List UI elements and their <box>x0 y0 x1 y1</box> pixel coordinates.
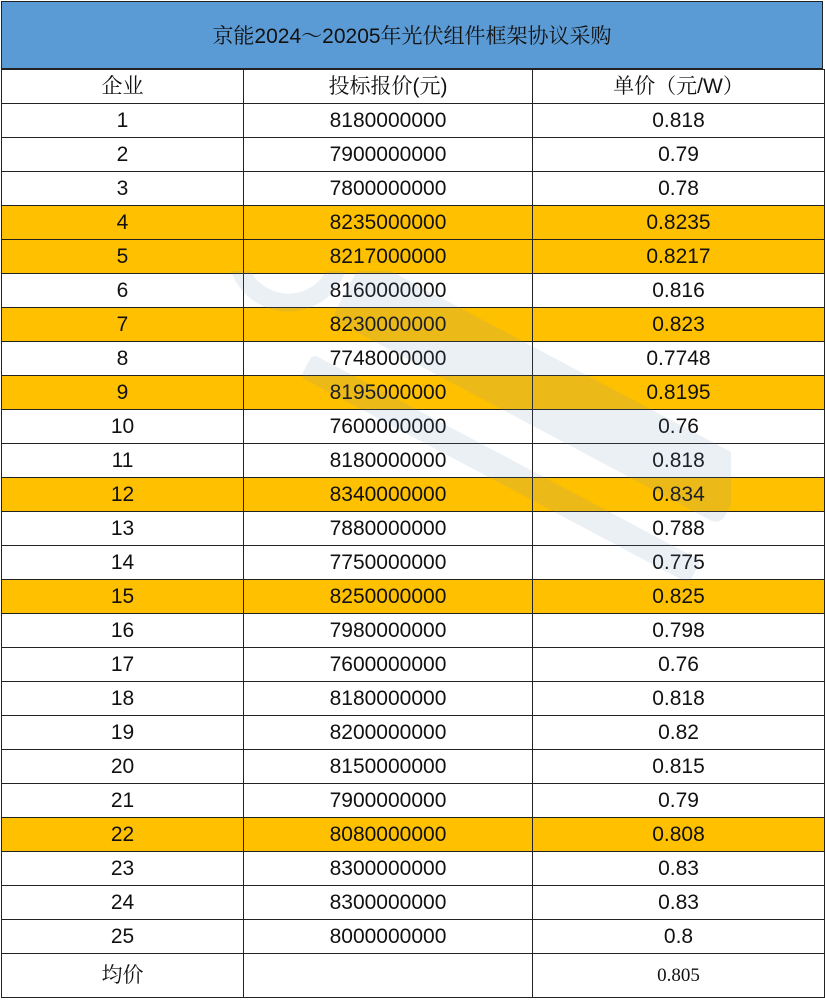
cell-company: 24 <box>2 886 244 920</box>
cell-company: 15 <box>2 580 244 614</box>
cell-unit-price: 0.775 <box>533 546 825 580</box>
table-row <box>2 410 825 444</box>
table-row <box>2 750 825 784</box>
cell-unit-price: 0.7748 <box>533 342 825 376</box>
cell-bid: 7900000000 <box>244 138 533 172</box>
cell-company: 21 <box>2 784 244 818</box>
cell-unit-price: 0.825 <box>533 580 825 614</box>
cell-bid: 8235000000 <box>244 206 533 240</box>
bid-table <box>1 69 825 998</box>
cell-unit-price: 0.8217 <box>533 240 825 274</box>
cell-bid: 7980000000 <box>244 614 533 648</box>
cell-company: 9 <box>2 376 244 410</box>
cell-company: 7 <box>2 308 244 342</box>
cell-unit-price: 0.78 <box>533 172 825 206</box>
cell-unit-price: 0.8235 <box>533 206 825 240</box>
cell-unit-price: 0.82 <box>533 716 825 750</box>
cell-company: 11 <box>2 444 244 478</box>
cell-unit-price: 0.8195 <box>533 376 825 410</box>
cell-unit-price: 0.76 <box>533 410 825 444</box>
table-row <box>2 478 825 512</box>
cell-company: 19 <box>2 716 244 750</box>
cell-company: 25 <box>2 920 244 954</box>
table-row <box>2 648 825 682</box>
table-row <box>2 206 825 240</box>
cell-bid: 7800000000 <box>244 172 533 206</box>
cell-company: 23 <box>2 852 244 886</box>
cell-unit-price: 0.818 <box>533 444 825 478</box>
cell-company: 6 <box>2 274 244 308</box>
cell-company: 12 <box>2 478 244 512</box>
cell-unit-price: 0.79 <box>533 138 825 172</box>
cell-company: 22 <box>2 818 244 852</box>
table-row <box>2 852 825 886</box>
cell-unit-price: 0.76 <box>533 648 825 682</box>
cell-company: 17 <box>2 648 244 682</box>
table-row <box>2 682 825 716</box>
cell-unit-price: 0.798 <box>533 614 825 648</box>
cell-bid: 7750000000 <box>244 546 533 580</box>
cell-unit-price: 0.83 <box>533 886 825 920</box>
cell-bid: 7748000000 <box>244 342 533 376</box>
cell-unit-price: 0.788 <box>533 512 825 546</box>
cell-bid: 8250000000 <box>244 580 533 614</box>
cell-bid: 7900000000 <box>244 784 533 818</box>
cell-bid: 8150000000 <box>244 750 533 784</box>
cell-company: 13 <box>2 512 244 546</box>
cell-unit-price: 0.83 <box>533 852 825 886</box>
table-row <box>2 376 825 410</box>
table-row <box>2 614 825 648</box>
cell-company: 16 <box>2 614 244 648</box>
cell-unit-price: 0.79 <box>533 784 825 818</box>
cell-unit-price: 0.815 <box>533 750 825 784</box>
cell-bid: 8230000000 <box>244 308 533 342</box>
table-row <box>2 274 825 308</box>
cell-bid: 8195000000 <box>244 376 533 410</box>
table-row <box>2 886 825 920</box>
cell-company: 20 <box>2 750 244 784</box>
cell-bid: 7600000000 <box>244 410 533 444</box>
average-unit-price: 0.805 <box>533 954 825 998</box>
cell-unit-price: 0.808 <box>533 818 825 852</box>
cell-bid: 8080000000 <box>244 818 533 852</box>
cell-bid: 8217000000 <box>244 240 533 274</box>
cell-company: 10 <box>2 410 244 444</box>
cell-unit-price: 0.834 <box>533 478 825 512</box>
cell-company: 3 <box>2 172 244 206</box>
cell-bid: 8300000000 <box>244 852 533 886</box>
table-row <box>2 444 825 478</box>
cell-unit-price: 0.823 <box>533 308 825 342</box>
table-row <box>2 920 825 954</box>
column-header-unit-price: 单价（元/W） <box>533 70 825 104</box>
table-row <box>2 716 825 750</box>
column-header-company: 企业 <box>2 70 244 104</box>
table-row <box>2 240 825 274</box>
cell-bid: 8300000000 <box>244 886 533 920</box>
cell-company: 18 <box>2 682 244 716</box>
table-row <box>2 546 825 580</box>
cell-bid: 8000000000 <box>244 920 533 954</box>
cell-unit-price: 0.818 <box>533 104 825 138</box>
average-bid <box>244 954 533 998</box>
cell-bid: 7600000000 <box>244 648 533 682</box>
table-row <box>2 138 825 172</box>
table-title: 京能2024～20205年光伏组件框架协议采购 <box>1 1 823 69</box>
cell-bid: 8180000000 <box>244 104 533 138</box>
cell-bid: 7880000000 <box>244 512 533 546</box>
cell-bid: 8340000000 <box>244 478 533 512</box>
table-row <box>2 104 825 138</box>
table-row <box>2 172 825 206</box>
table-row <box>2 784 825 818</box>
procurement-table-sheet <box>1 1 823 998</box>
table-row <box>2 512 825 546</box>
cell-company: 4 <box>2 206 244 240</box>
table-row <box>2 818 825 852</box>
cell-bid: 8200000000 <box>244 716 533 750</box>
column-header-bid: 投标报价(元) <box>244 70 533 104</box>
table-row <box>2 308 825 342</box>
cell-unit-price: 0.816 <box>533 274 825 308</box>
table-row <box>2 342 825 376</box>
header-row <box>2 70 825 104</box>
average-row <box>2 954 825 998</box>
cell-bid: 8180000000 <box>244 682 533 716</box>
average-label: 均价 <box>2 954 244 998</box>
cell-company: 5 <box>2 240 244 274</box>
cell-unit-price: 0.8 <box>533 920 825 954</box>
cell-bid: 8180000000 <box>244 444 533 478</box>
cell-bid: 8160000000 <box>244 274 533 308</box>
cell-company: 2 <box>2 138 244 172</box>
cell-company: 1 <box>2 104 244 138</box>
table-row <box>2 580 825 614</box>
cell-company: 14 <box>2 546 244 580</box>
cell-company: 8 <box>2 342 244 376</box>
cell-unit-price: 0.818 <box>533 682 825 716</box>
